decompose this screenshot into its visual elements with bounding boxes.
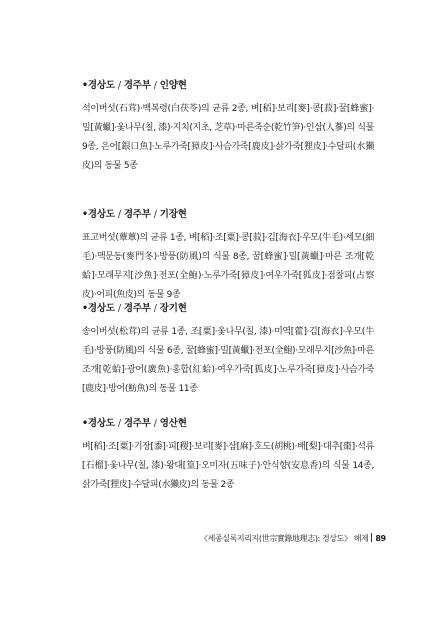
entry-text: 석이버섯(石茸)·백복령(白茯苓)의 균류 2종, 벼[稻]·보리[麥]·콩[菽]·꿀[蜂蜜]·밀[黃蠟]·옻나무(칠, 漆)·지치(지초, 芝草)·마른죽순(乾竹笋)·인삼(人蔘)의 식물 9종, 은어[銀口魚]·노루가죽[獐皮]·사슴가죽[鹿皮]·삵가죽[狸皮]·수달피(水獺皮)의 동물 5종: [82, 104, 374, 171]
province: 경상도: [87, 209, 115, 220]
separator: /: [153, 209, 157, 220]
prefecture: 경주부: [123, 209, 151, 220]
page-number: 89: [375, 534, 386, 543]
county: 인양현: [159, 80, 187, 91]
separator: /: [153, 80, 157, 91]
entry-heading: [82, 208, 374, 222]
province: 경상도: [87, 418, 115, 429]
entry-text: 송이버섯(松茸)의 균류 1종, 조[粟]·옻나무(칠, 漆)·미역[藿]·김[海衣]·우모(牛毛)·방풍(防風)의 식물 6종, 꿀[蜂蜜]·밀[黃蠟]·전포(全鮑)·모래무지[沙魚]·마른 조개[乾蛤]·광어(廣魚)·홍합(紅蛤)·여우가죽[狐皮]·노루가죽[獐皮]·사슴가죽[鹿皮]·방어(魴魚)의 동물 11종: [82, 327, 374, 394]
footer-divider: [371, 533, 372, 542]
county: 영산현: [159, 418, 187, 429]
entry-gijang: [82, 208, 374, 305]
separator: /: [153, 418, 157, 429]
bullet: •: [82, 303, 88, 314]
county: 기장현: [159, 209, 187, 220]
separator: /: [117, 80, 121, 91]
entry-heading: [82, 417, 374, 431]
separator: /: [153, 303, 157, 314]
entry-heading: [82, 302, 374, 316]
entry-inyang: [82, 79, 374, 176]
entry-janggi: [82, 302, 374, 399]
province: 경상도: [87, 303, 115, 314]
bullet: •: [82, 209, 88, 220]
running-title: 《세종실록지리지(世宗實錄地理志): 경상도》 해제: [200, 534, 369, 543]
prefecture: 경주부: [123, 418, 151, 429]
bullet: •: [82, 80, 88, 91]
prefecture: 경주부: [123, 303, 151, 314]
bullet: •: [82, 418, 88, 429]
entry-text: 표고버섯(蕈蕈)의 균류 1종, 벼[稻]·조[粟]·콩[菽]·김[海衣]·우모(牛毛)·세모(細毛)·맥문동(麥門冬)·방풍(防風)의 식물 8종, 꿀[蜂蜜]·밀[黃蠟]·마른 조개[乾蛤]·모래무지[沙魚]·전포(全鮑)·노루가죽[獐皮]·여우가죽[狐皮]·점찰피(占察皮)·어피(魚皮)의 동물 9종: [82, 233, 374, 300]
entry-text: 벼[稻]·조[粟]·기장[黍]·피[稷]·보리[麥]·삼[麻]·호도(胡桃)·배[梨]·대추[棗]·석류[石榴]·옻나무(칠, 漆)·왕대[篁]·오미자(五味子)·안식향(安息香)의 식물 14종, 삵가죽[狸皮]·수달피(水獺皮)의 동물 2종: [82, 442, 374, 490]
entry-yeongsan: [82, 417, 374, 495]
page-footer: [200, 533, 386, 545]
separator: /: [117, 303, 121, 314]
prefecture: 경주부: [123, 80, 151, 91]
province: 경상도: [87, 80, 115, 91]
entry-heading: [82, 79, 374, 93]
separator: /: [117, 418, 121, 429]
county: 장기현: [159, 303, 187, 314]
separator: /: [117, 209, 121, 220]
